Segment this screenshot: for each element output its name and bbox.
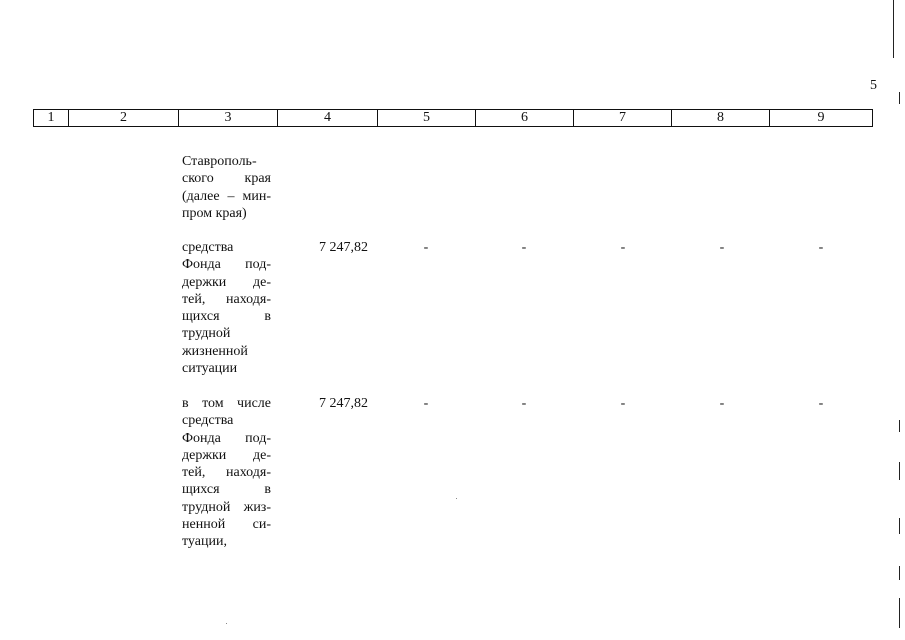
column-header-3: 3 xyxy=(179,110,278,127)
row-3-col7-value: - xyxy=(620,396,626,411)
column-header-2: 2 xyxy=(69,110,179,127)
row-2-col9-value: - xyxy=(818,240,824,255)
row-2-col7-value: - xyxy=(620,240,626,255)
row-1-description: Ставрополь-ского края (далее – мин-пром края) xyxy=(182,154,271,221)
row-3-amount: 7 247,82 xyxy=(319,396,368,411)
scan-edge-mark xyxy=(899,566,900,580)
row-2-amount: 7 247,82 xyxy=(319,240,368,255)
scan-edge-mark xyxy=(899,598,900,628)
row-2-col8-value: - xyxy=(719,240,725,255)
scan-speck xyxy=(456,498,457,499)
header-row xyxy=(34,110,873,127)
column-number-header xyxy=(33,109,873,127)
column-header-9: 9 xyxy=(770,110,873,127)
row-3-col8-value: - xyxy=(719,396,725,411)
scan-speck xyxy=(226,623,227,624)
scan-edge-mark xyxy=(899,420,900,432)
scan-edge-mark xyxy=(899,518,900,534)
column-header-7: 7 xyxy=(574,110,672,127)
column-header-5: 5 xyxy=(378,110,476,127)
row-2-description: средства Фонда под-держки де-тей, находя-щихся в трудной жизненной ситуации xyxy=(182,240,271,377)
row-3-col6-value: - xyxy=(521,396,527,411)
column-header-4: 4 xyxy=(278,110,378,127)
row-2-col6-value: - xyxy=(521,240,527,255)
page-number: 5 xyxy=(870,78,877,93)
column-header-8: 8 xyxy=(672,110,770,127)
row-3-col9-value: - xyxy=(818,396,824,411)
scan-edge-mark xyxy=(899,462,900,480)
scan-edge-mark xyxy=(899,92,900,104)
scan-edge-mark xyxy=(893,0,894,58)
column-header-1: 1 xyxy=(34,110,69,127)
row-2-col5-value: - xyxy=(423,240,429,255)
row-3-col5-value: - xyxy=(423,396,429,411)
column-header-6: 6 xyxy=(476,110,574,127)
row-3-description: в том числе средства Фонда под-держки де-тей, находя-щихся в трудной жиз-ненной си-туации, xyxy=(182,396,271,550)
